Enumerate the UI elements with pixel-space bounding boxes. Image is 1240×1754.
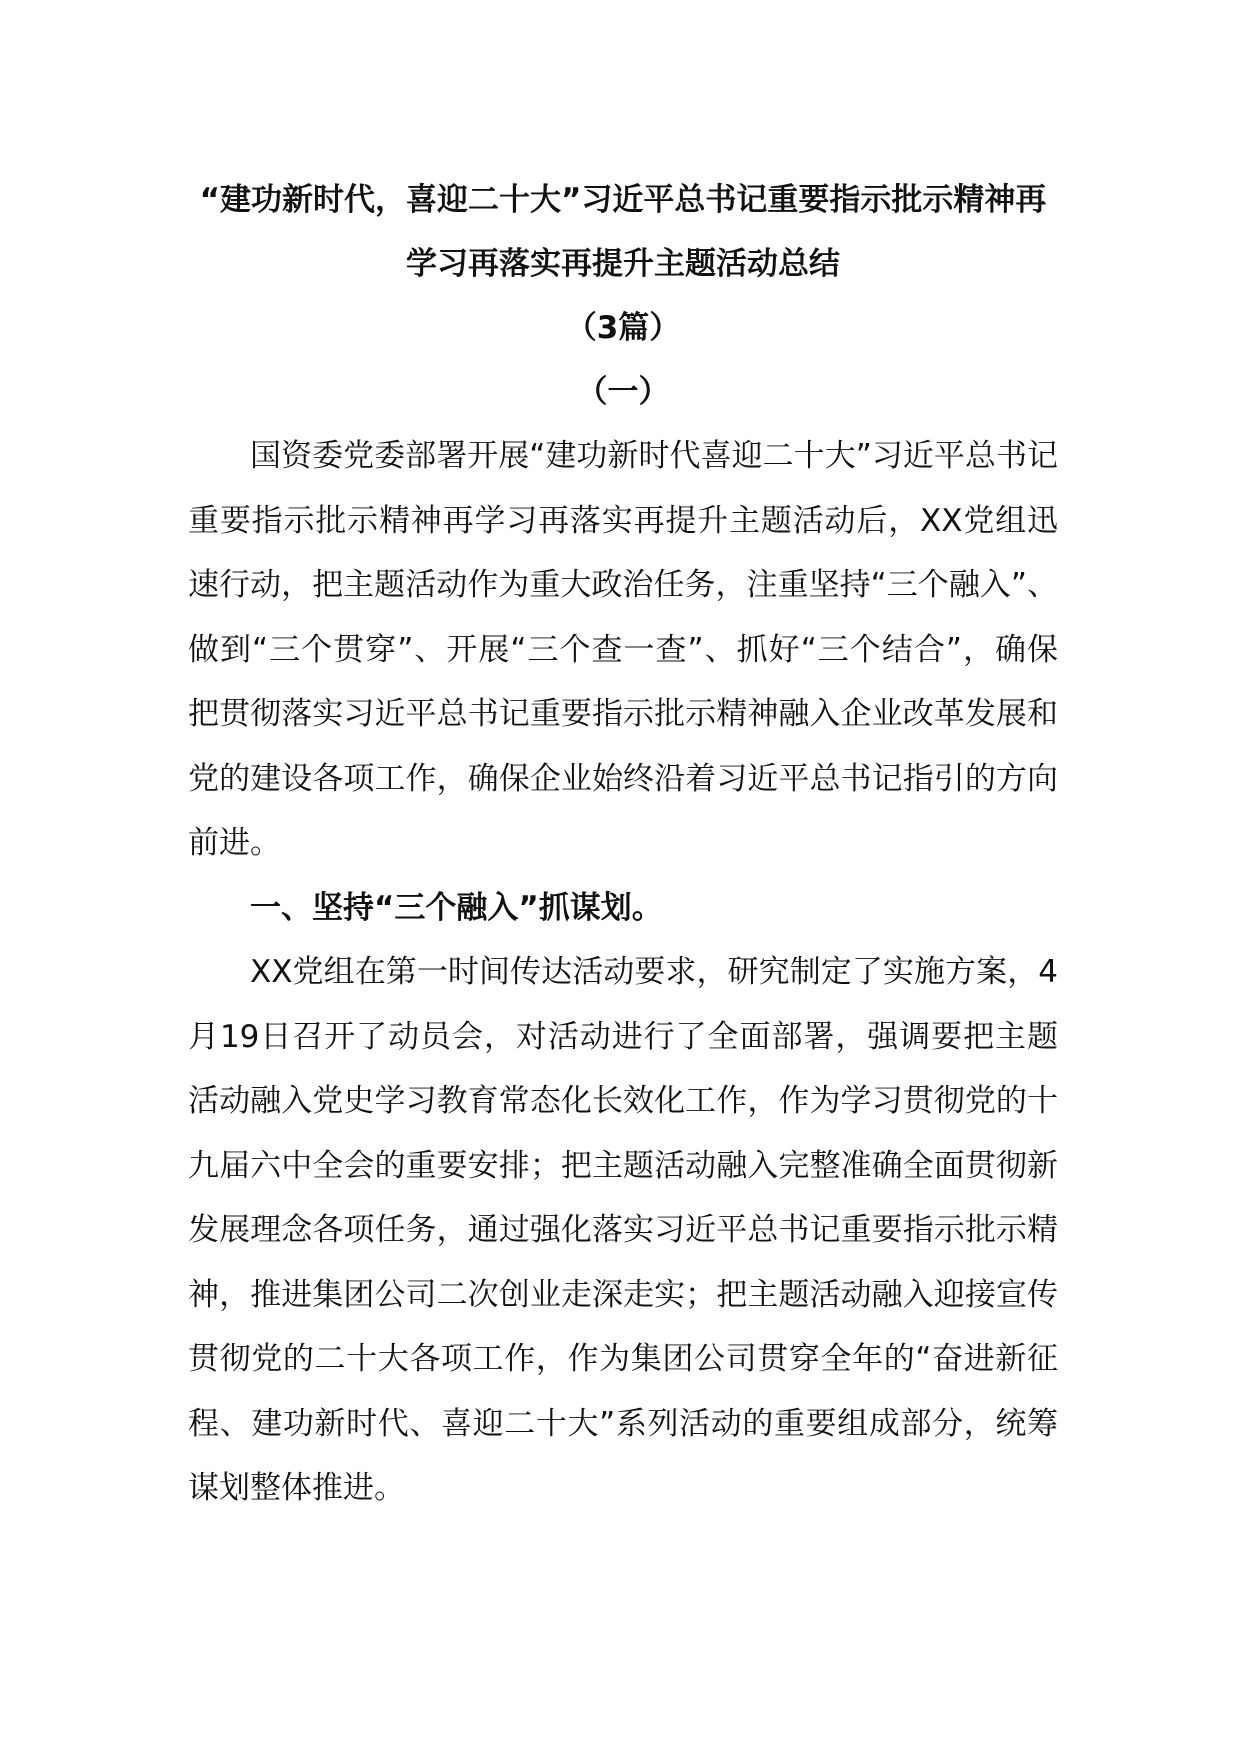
document-count: （3篇） <box>565 310 681 346</box>
section-paragraph: XX党组在第一时间传达活动要求，研究制定了实施方案，4月19日召开了动员会，对活动进行了全面部署，强调要把主题活动融入党史学习教育常态化长效化工作，作为学习贯彻党的十九届六中全会的重要安排；把主题活动融入完整准确全面贯彻新发展理念各项任务，通过强化落实习近平总书记重要指示批示精神，推进集团公司二次创业走深走实；把主题活动融入迎接宣传贯彻党的二十大各项工作，作为集团公司贯穿全年的“奋进新征程、建功新时代、喜迎二十大”系列活动的重要组成部分，统筹谋划整体推进。 <box>188 954 1058 1506</box>
intro-paragraph: 国资委党委部署开展“建功新时代喜迎二十大”习近平总书记重要指示批示精神再学习再落实再提升主题活动后，XX党组迅速行动，把主题活动作为重大政治任务，注重坚持“三个融入”、做到“三个贯穿”、开展“三个查一查”、抓好“三个结合”，确保把贯彻落实习近平总书记重要指示批示精神融入企业改革发展和党的建设各项工作，确保企业始终沿着习近平总书记指引的方向前进。 <box>188 438 1058 861</box>
part-number: （一） <box>576 374 670 410</box>
section-heading: 一、坚持“三个融入”抓谋划。 <box>250 889 663 926</box>
document-title: “建功新时代，喜迎二十大”习近平总书记重要指示批示精神再学习再落实再提升主题活动总结 <box>199 182 1047 282</box>
document-content <box>188 168 1058 1521</box>
